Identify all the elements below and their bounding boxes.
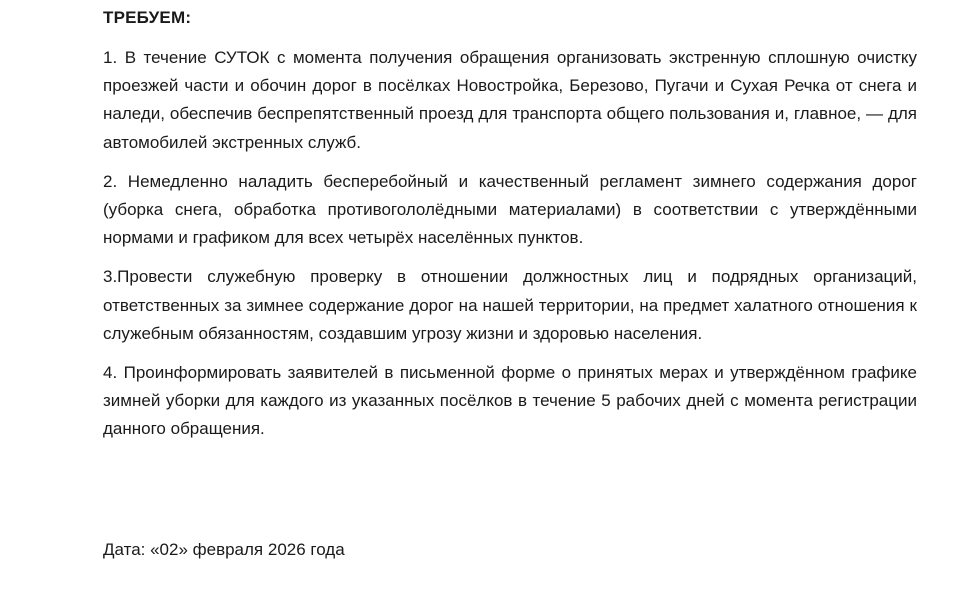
demand-item-4: 4. Проинформировать заявителей в письменной форме о принятых мерах и утверждённом графике зимней уборки для каждого из указанных посёлков в течение 5 рабочих дней с момента регистрации данного обращения. bbox=[103, 363, 917, 439]
section-heading: ТРЕБУЕМ: bbox=[103, 8, 192, 27]
demand-item-3: 3.Провести служебную проверку в отношении должностных лиц и подрядных организаций, ответственных за зимнее содержание дорог на нашей территории, на предмет халатного отношения к служебным обязанностям, создавшим угрозу жизни и здоровью населения. bbox=[103, 267, 917, 343]
document-date: Дата: «02» февраля 2026 года bbox=[103, 540, 345, 559]
document-body bbox=[103, 4, 917, 455]
demand-item-1: 1. В течение СУТОК с момента получения обращения организовать экстренную сплошную очистку проезжей части и обочин дорог в посёлках Новостройка, Березово, Пугачи и Сухая Речка от снега и наледи, обеспечив беспрепятственный проезд для транспорта общего пользования и, главное, — для автомобилей экстренных служб. bbox=[103, 48, 917, 152]
demand-item-2: 2. Немедленно наладить бесперебойный и качественный регламент зимнего содержания дорог (уборка снега, обработка противогололёдными материалами) в соответствии с утверждёнными нормами и графиком для всех четырёх населённых пунктов. bbox=[103, 171, 917, 248]
